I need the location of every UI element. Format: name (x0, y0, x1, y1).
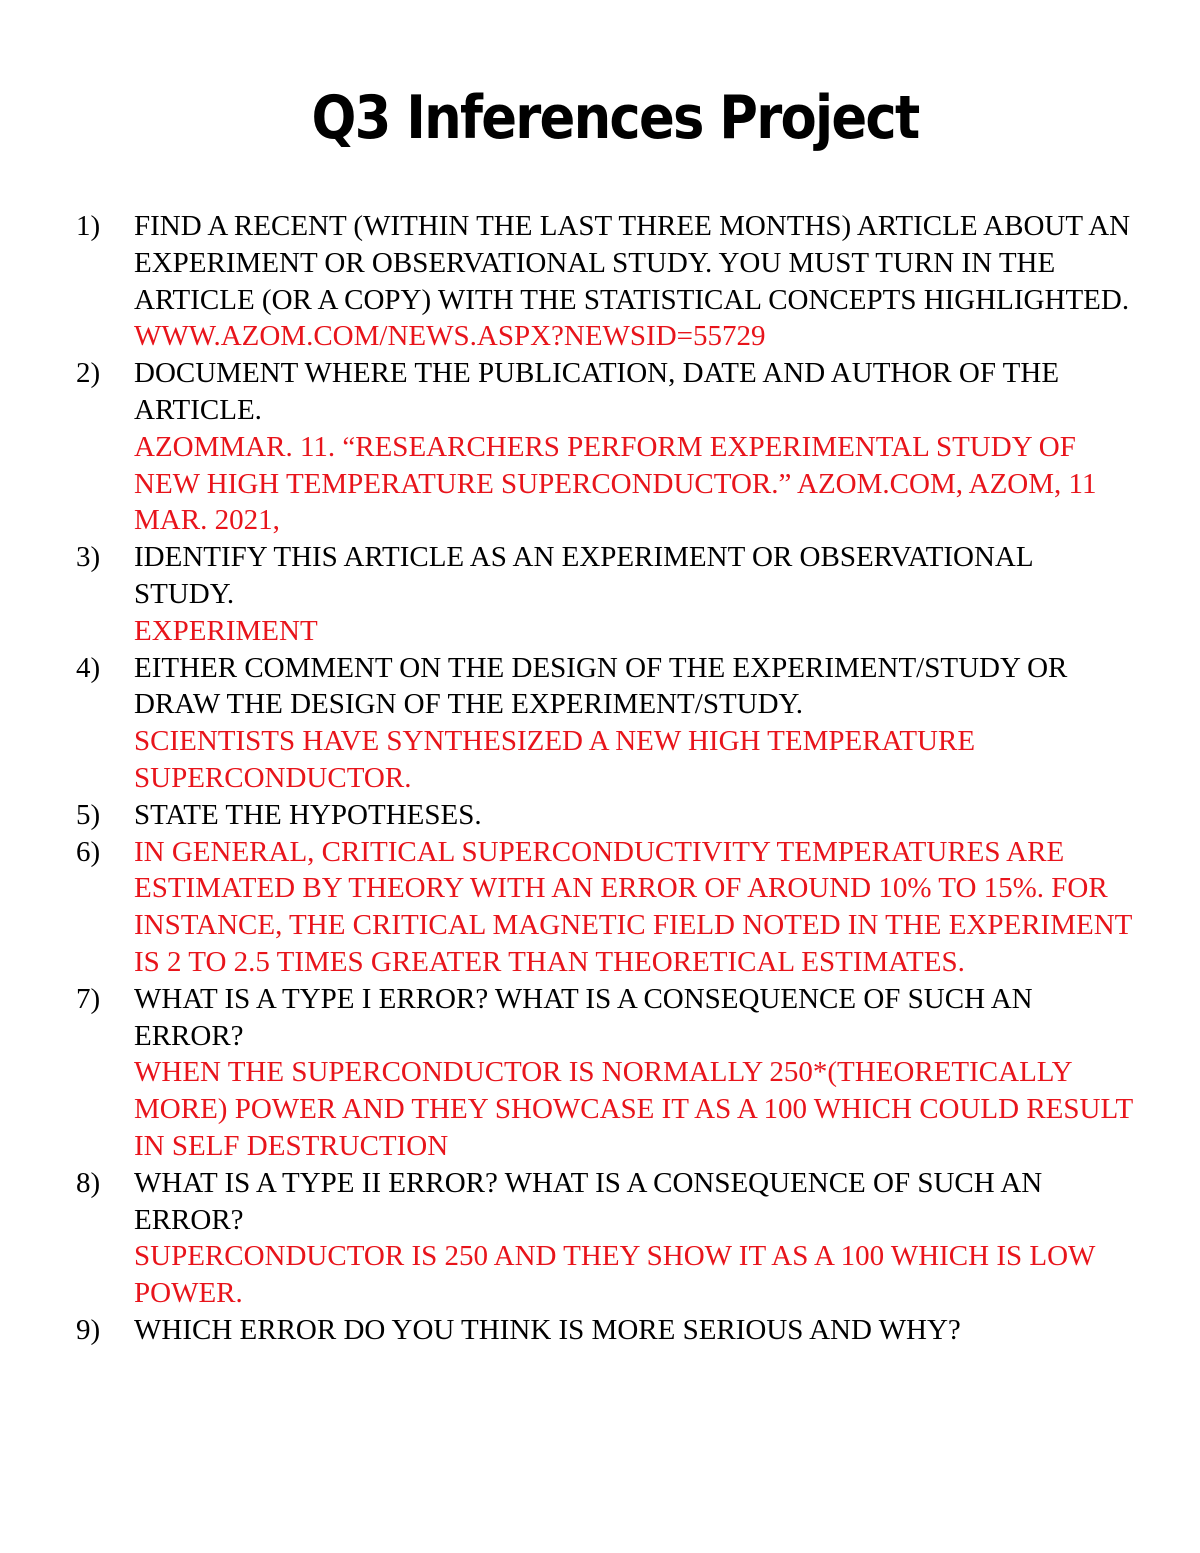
item-number: 3) (76, 541, 101, 574)
item-number: 4) (76, 651, 101, 684)
item-body (134, 539, 1136, 649)
question-text: FIND A RECENT (WITHIN THE LAST THREE MONTHS) ARTICLE ABOUT AN EXPERIMENT OR OBSERVATIONAL STUDY. YOU MUST TURN IN THE ARTICLE (OR A COPY) WITH THE STATISTICAL CONCEPTS HIGHLIGHTED. (134, 210, 1131, 316)
question-text: WHICH ERROR DO YOU THINK IS MORE SERIOUS AND WHY? (134, 1313, 961, 1346)
page-title: Q3 Inferences Project (311, 83, 919, 153)
item-number: 1) (76, 210, 101, 242)
question-text: DOCUMENT WHERE THE PUBLICATION, DATE AND AUTHOR OF THE ARTICLE. (134, 357, 1060, 426)
list-item-9 (76, 1312, 1136, 1349)
answer-text: EXPERIMENT (134, 614, 318, 647)
list-item-1 (76, 208, 1136, 355)
question-text: STATE THE HYPOTHESES. (134, 798, 482, 831)
item-body (134, 208, 1136, 355)
item-body (134, 650, 1136, 797)
item-body (134, 1165, 1136, 1312)
item-number: 9) (76, 1313, 101, 1346)
answer-text: SUPERCONDUCTOR IS 250 AND THEY SHOW IT AS A 100 WHICH IS LOW POWER. (134, 1240, 1095, 1310)
item-number: 7) (76, 982, 101, 1015)
list-item-7 (76, 981, 1136, 1165)
question-text: WHAT IS A TYPE I ERROR? WHAT IS A CONSEQUENCE OF SUCH AN ERROR? (134, 982, 1033, 1052)
question-text: WHAT IS A TYPE II ERROR? WHAT IS A CONSEQUENCE OF SUCH AN ERROR? (134, 1166, 1043, 1236)
list-item-5 (76, 797, 1136, 834)
question-list (76, 208, 1136, 1349)
answer-text: WHEN THE SUPERCONDUCTOR IS NORMALLY 250*(THEORETICALLY MORE) POWER AND THEY SHOWCASE IT AS A 100 WHICH COULD RESULT IN SELF DESTRUCTION (134, 1056, 1133, 1162)
item-body (134, 355, 1136, 539)
answer-text: SCIENTISTS HAVE SYNTHESIZED A NEW HIGH TEMPERATURE SUPERCONDUCTOR. (134, 725, 976, 794)
item-number: 5) (76, 798, 101, 831)
list-item-2 (76, 355, 1136, 539)
list-item-4 (76, 650, 1136, 797)
answer-text: AZOMMAR. 11. “RESEARCHERS PERFORM EXPERIMENTAL STUDY OF NEW HIGH TEMPERATURE SUPERCONDUCTOR.” AZOM.COM, AZOM, 11 MAR. 2021, (134, 430, 1097, 537)
list-item-8 (76, 1165, 1136, 1312)
item-number: 2) (76, 357, 101, 390)
answer-text: IN GENERAL, CRITICAL SUPERCONDUCTIVITY TEMPERATURES ARE ESTIMATED BY THEORY WITH AN ERROR OF AROUND 10% TO 15%. FOR INSTANCE, THE CRITICAL MAGNETIC FIELD NOTED IN THE EXPERIMENT IS 2 TO 2.5 TIMES GREATER THAN THEORETICAL ESTIMATES. (134, 835, 1132, 978)
question-text: EITHER COMMENT ON THE DESIGN OF THE EXPERIMENT/STUDY OR DRAW THE DESIGN OF THE EXPERIMENT/STUDY. (134, 651, 1068, 721)
item-body (134, 797, 1136, 834)
item-body (134, 981, 1136, 1165)
list-item-6 (76, 834, 1136, 981)
item-body (134, 1312, 1136, 1349)
item-number: 6) (76, 835, 101, 868)
answer-link[interactable]: WWW.AZOM.COM/NEWS.ASPX?NEWSID=55729 (134, 320, 766, 353)
list-item-3 (76, 539, 1136, 649)
question-text: IDENTIFY THIS ARTICLE AS AN EXPERIMENT OR OBSERVATIONAL STUDY. (134, 541, 1033, 610)
item-number: 8) (76, 1166, 101, 1199)
item-body (134, 834, 1136, 981)
